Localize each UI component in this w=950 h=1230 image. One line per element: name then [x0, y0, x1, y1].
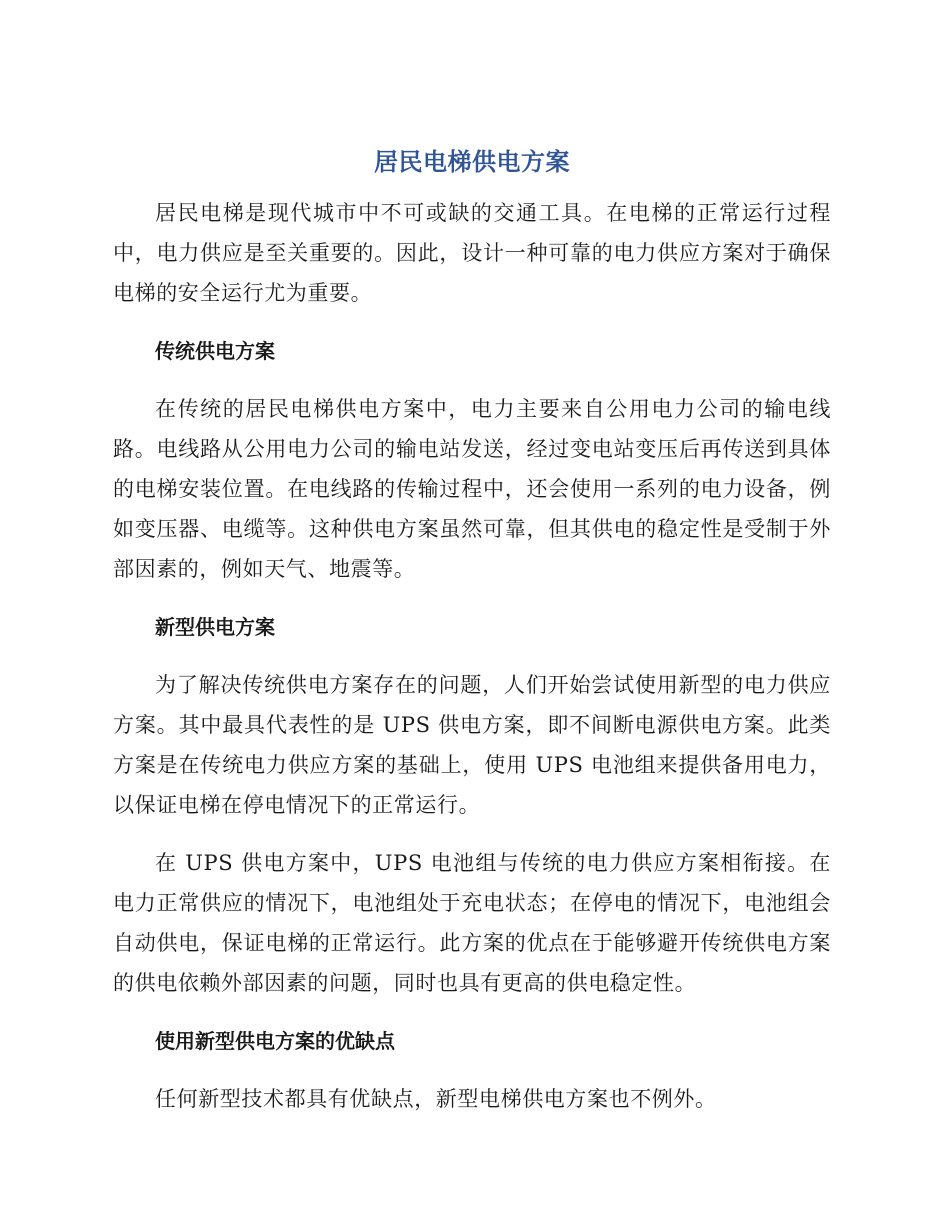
page-title: 居民电梯供电方案 [374, 148, 570, 176]
spacer [113, 313, 831, 331]
intro-paragraph: 居民电梯是现代城市中不可或缺的交通工具。在电梯的正常运行过程中，电力供应是至关重要的。因此，设计一种可靠的电力供应方案对于确保电梯的安全运行尤为重要。 [113, 201, 831, 305]
section-heading-pros-cons: 使用新型供电方案的优缺点 [155, 1029, 395, 1053]
spacer [113, 589, 831, 607]
spacer [113, 1061, 831, 1079]
section-traditional-paragraph: 在传统的居民电梯供电方案中，电力主要来自公用电力公司的输电线路。电线路从公用电力公司的输电站发送，经过变电站变压后再传送到具体的电梯安装位置。在电线路的传输过程中，还会使用一系列的电力设备，例如变压器、电缆等。这种供电方案虽然可靠，但其供电的稳定性是受制于外部因素的，例如天气、地震等。 [113, 397, 831, 581]
section-new-paragraph-2: 在 UPS 供电方案中，UPS 电池组与传统的电力供应方案相衔接。在电力正常供应的情况下，电池组处于充电状态；在停电的情况下，电池组会自动供电，保证电梯的正常运行。此方案的优点在于能够避开传统供电方案的供电依赖外部因素的问题，同时也具有更高的供电稳定性。 [113, 851, 831, 995]
spacer [113, 1003, 831, 1021]
spacer [113, 647, 831, 665]
section-pros-cons-paragraph: 任何新型技术都具有优缺点，新型电梯供电方案也不例外。 [155, 1087, 717, 1111]
spacer [113, 825, 831, 843]
spacer [113, 371, 831, 389]
section-heading-traditional: 传统供电方案 [155, 339, 275, 363]
spacer [113, 179, 831, 193]
section-heading-new: 新型供电方案 [155, 615, 275, 639]
document-page [113, 145, 831, 1119]
section-new-paragraph-1: 为了解决传统供电方案存在的问题，人们开始尝试使用新型的电力供应方案。其中最具代表性的是 UPS 供电方案，即不间断电源供电方案。此类方案是在传统电力供应方案的基础上，使用 UPS 电池组来提供备用电力，以保证电梯在停电情况下的正常运行。 [113, 673, 831, 817]
